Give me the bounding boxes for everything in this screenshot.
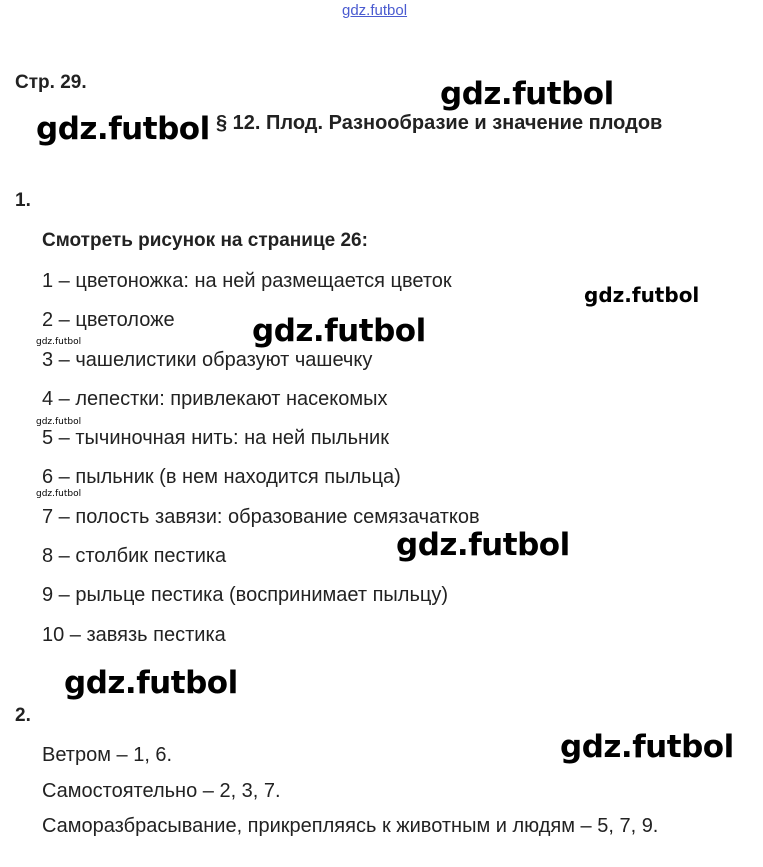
watermark: gdz.futbol xyxy=(396,527,570,563)
watermark: gdz.futbol xyxy=(36,417,82,427)
watermark: gdz.futbol xyxy=(64,665,238,701)
list-item: 9 – рыльце пестика (воспринимает пыльцу) xyxy=(42,584,448,607)
list-item: 3 – чашелистики образуют чашечку xyxy=(42,348,373,371)
list-item: 8 – столбик пестика xyxy=(42,545,227,568)
watermark: gdz.futbol xyxy=(36,111,210,147)
list-item: 7 – полость завязи: образование семязачатков xyxy=(42,505,480,528)
watermark: gdz.futbol xyxy=(36,489,82,499)
list-item: 4 – лепестки: привлекают насекомых xyxy=(42,387,388,410)
watermark: gdz.futbol xyxy=(584,283,700,307)
list-item: Ветром – 1, 6. xyxy=(42,744,173,766)
watermark: gdz.futbol xyxy=(252,313,426,349)
list-item: 5 – тычиночная нить: на ней пыльник xyxy=(42,427,389,450)
section-title: § 12. Плод. Разнообразие и значение плодов xyxy=(216,112,663,134)
page-label: Стр. 29. xyxy=(15,72,87,93)
top-watermark-link[interactable]: gdz.futbol xyxy=(342,2,408,19)
watermark: gdz.futbol xyxy=(36,337,82,347)
watermark: gdz.futbol xyxy=(440,76,614,112)
task-2-number: 2. xyxy=(15,705,31,726)
task-1-number: 1. xyxy=(15,190,31,211)
list-item: 10 – завязь пестика xyxy=(42,623,226,646)
list-item: Самостоятельно – 2, 3, 7. xyxy=(42,779,281,802)
list-item: 6 – пыльник (в нем находится пыльца) xyxy=(42,466,401,489)
watermark: gdz.futbol xyxy=(560,729,734,765)
list-item: Саморазбрасывание, прикрепляясь к животным и людям – 5, 7, 9. xyxy=(42,815,659,837)
list-item: 1 – цветоножка: на ней размещается цветок xyxy=(42,270,452,292)
list-item: 2 – цветоложе xyxy=(42,309,175,332)
task-1-heading: Смотреть рисунок на странице 26: xyxy=(42,230,368,251)
